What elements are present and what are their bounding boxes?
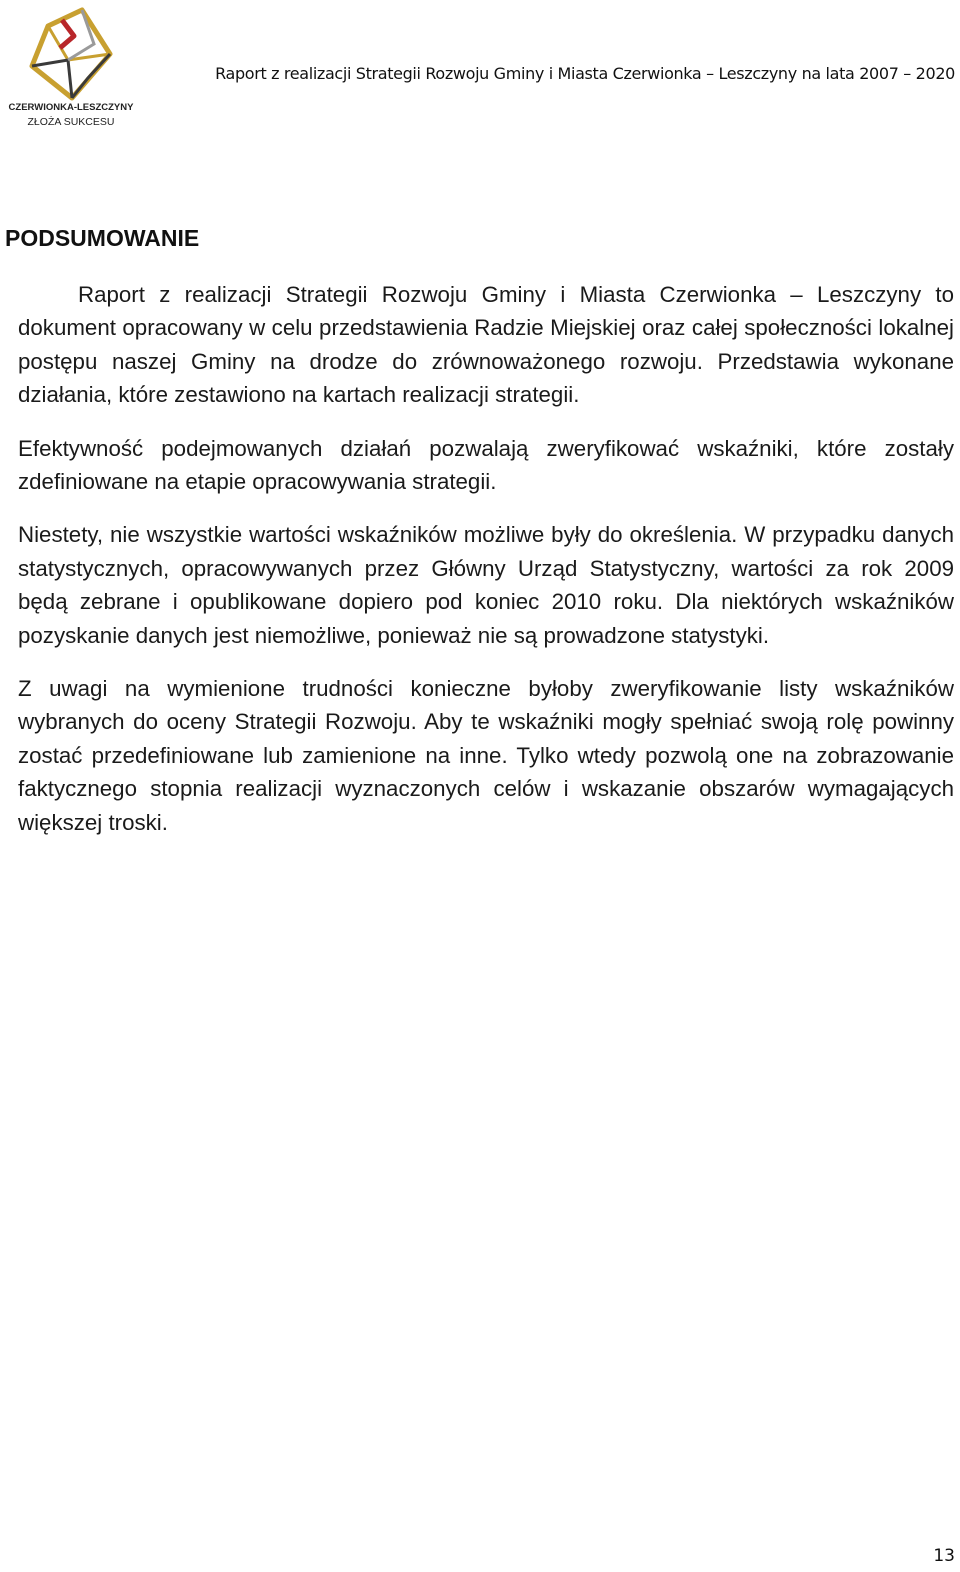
logo-name: CZERWIONKA-LESZCZYNY <box>8 102 134 113</box>
running-header-title: Raport z realizacji Strategii Rozwoju Gminy i Miasta Czerwionka – Leszczyny na lata 2007 – 2020 <box>215 64 955 83</box>
paragraph-limitations: Niestety, nie wszystkie wartości wskaźników możliwe były do określenia. W przypadku danych statystycznych, opracowywanych przez Główny Urząd Statystyczny, wartości za rok 2009 będą zebrane i opublikowane dopiero pod koniec 2010 roku. Dla niektórych wskaźników pozyskanie danych jest niemożliwe, ponieważ nie są prowadzone statystyki. <box>18 522 954 648</box>
section-title: PODSUMOWANIE <box>5 225 200 251</box>
paragraph-intro: Raport z realizacji Strategii Rozwoju Gminy i Miasta Czerwionka – Leszczyny to dokument opracowany w celu przedstawienia Radzie Miejskiej oraz całej społeczności lokalnej postępu naszej Gminy na drodze do zrównoważonego rozwoju. Przedstawia wykonane działania, które zestawiono na kartach realizacji strategii. <box>18 282 954 408</box>
logo-tagline: ZŁOŻA SUKCESU <box>27 116 115 128</box>
document-body <box>18 278 954 859</box>
municipality-logo <box>2 4 140 130</box>
paragraph-effectiveness: Efektywność podejmowanych działań pozwalają zweryfikować wskaźniki, które zostały zdefiniowane na etapie opracowywania strategii. <box>18 435 954 495</box>
crystal-logo-icon <box>2 4 140 104</box>
paragraph-conclusion: Z uwagi na wymienione trudności konieczne byłoby zweryfikowanie listy wskaźników wybranych do oceny Strategii Rozwoju. Aby te wskaźniki mogły spełniać swoją rolę powinny zostać przedefiniowane lub zamienione na inne. Tylko wtedy pozwolą one na zobrazowanie faktycznego stopnia realizacji wyznaczonych celów i wskazanie obszarów wymagających większej troski. <box>18 676 954 835</box>
page-number: 13 <box>933 1546 955 1566</box>
